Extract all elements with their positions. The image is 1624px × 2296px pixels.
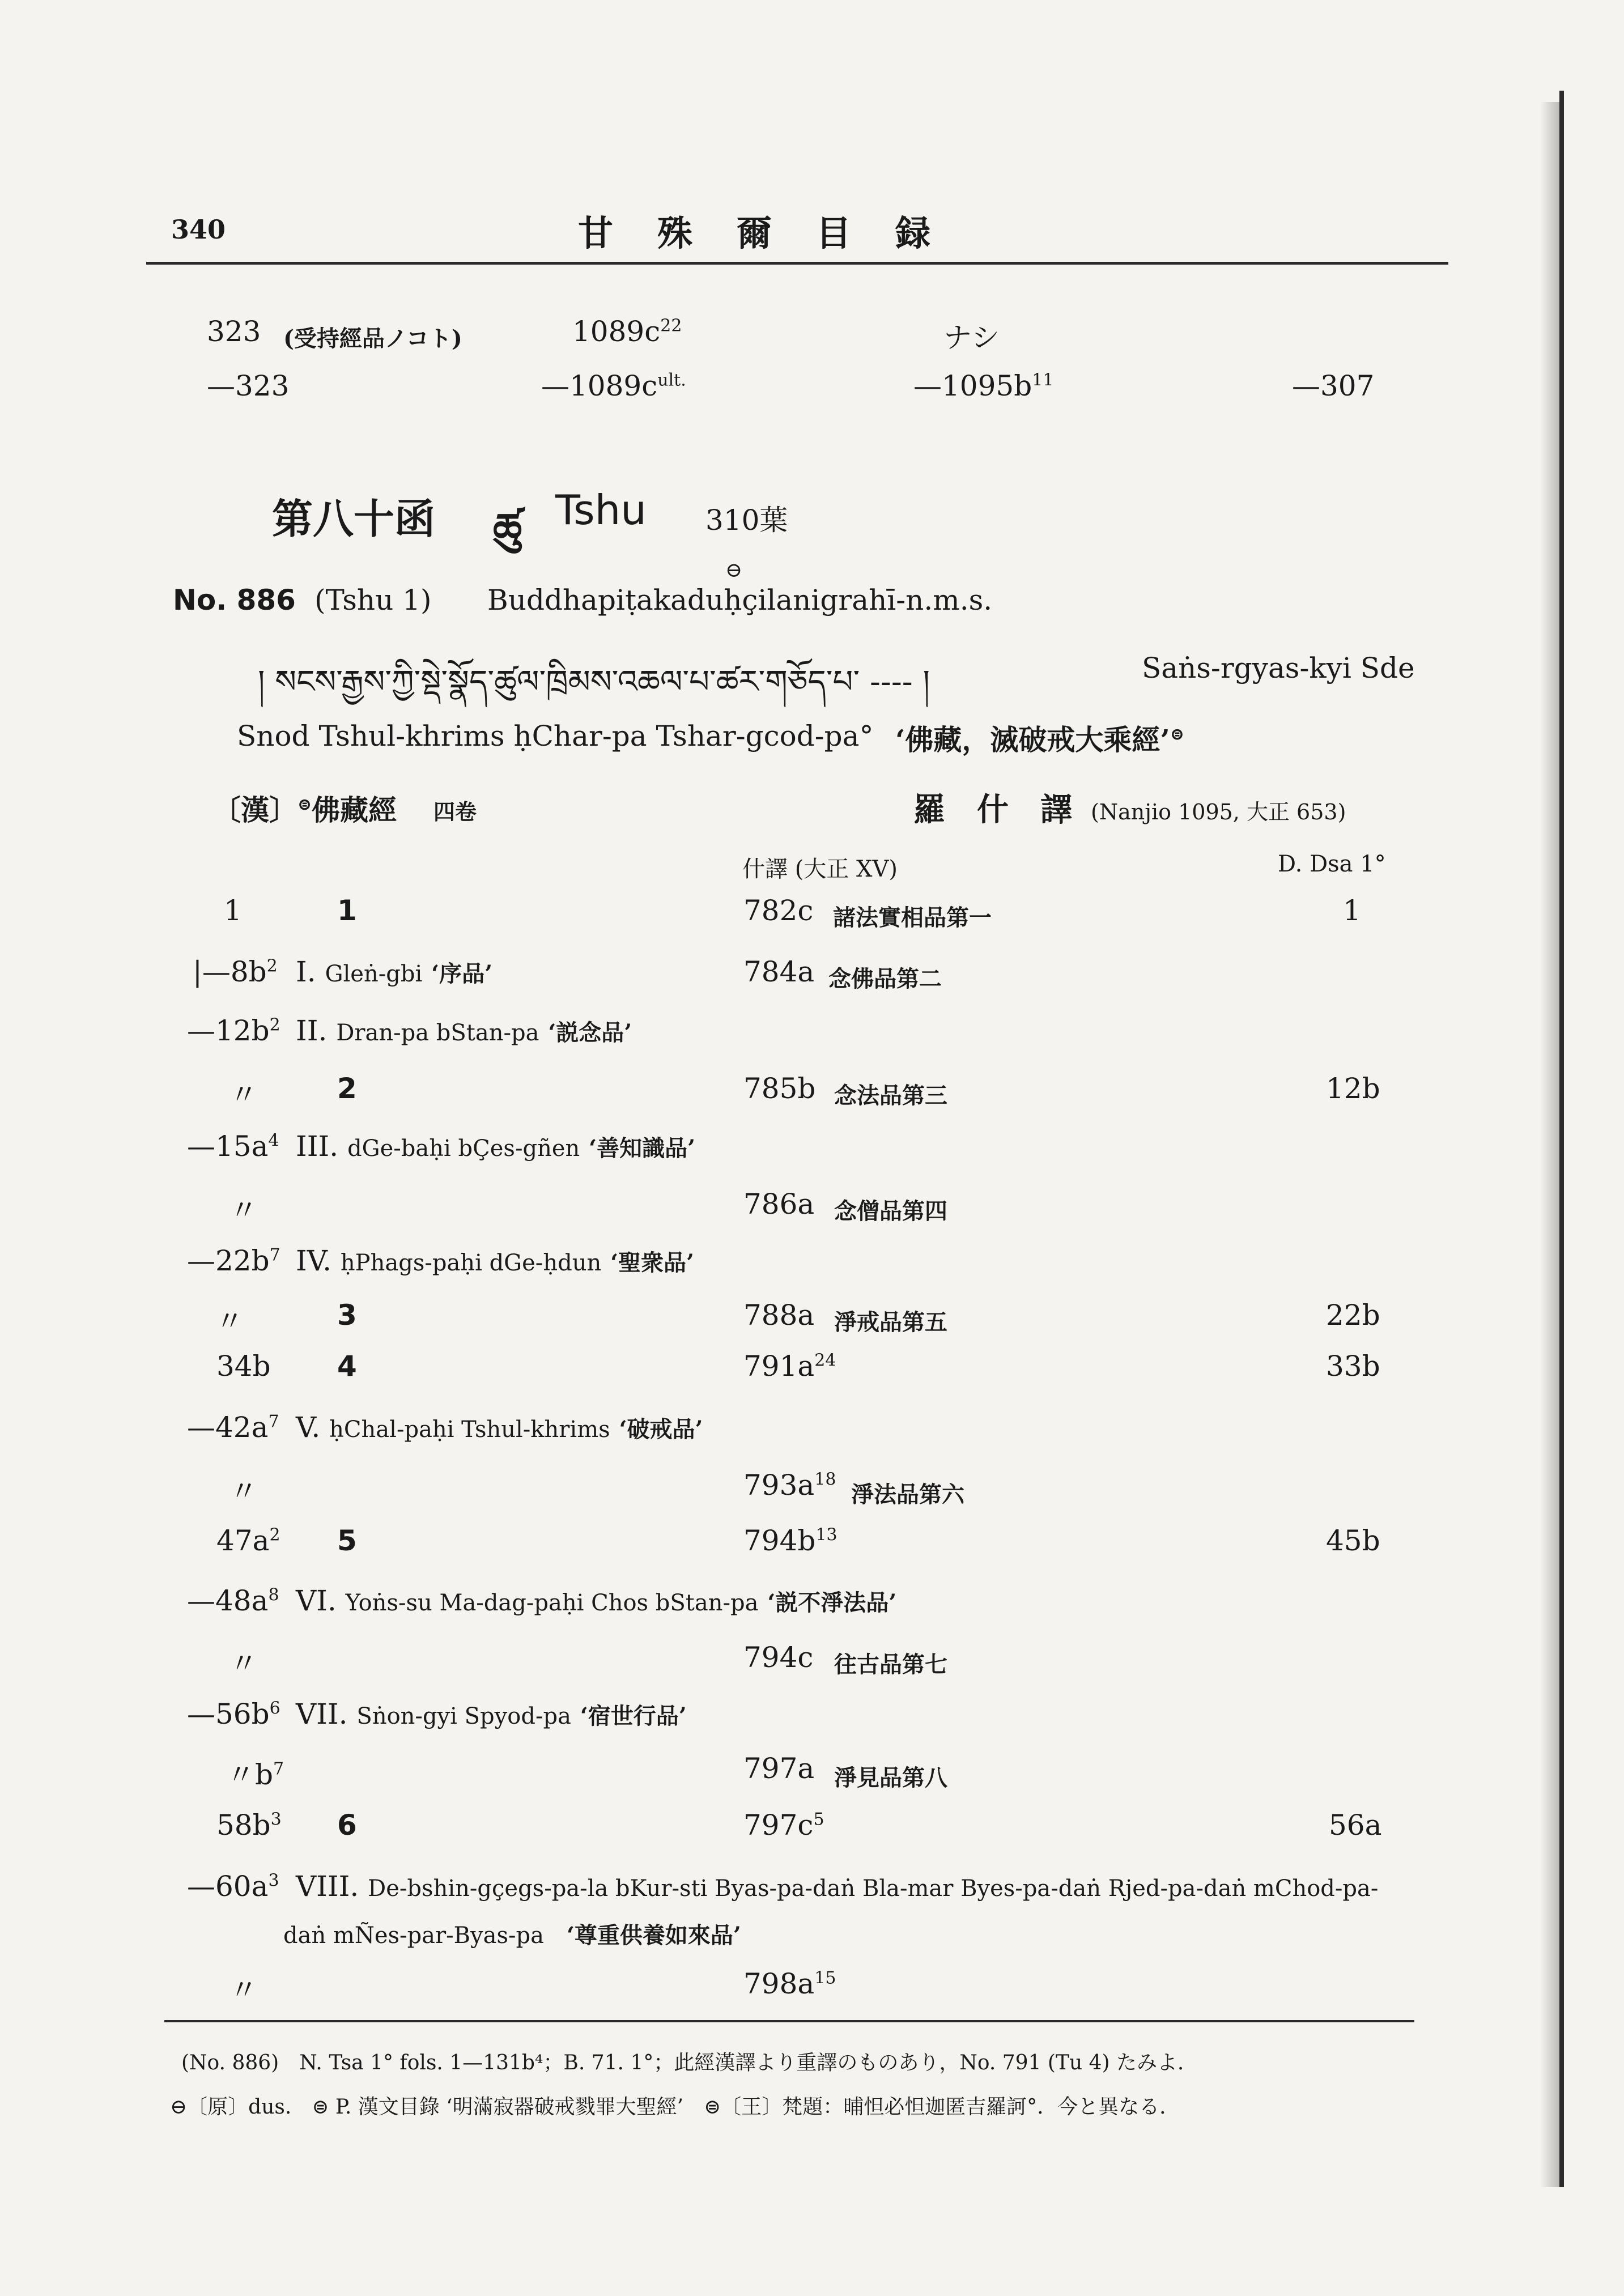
row-14-col-c: 794c — [743, 1641, 814, 1674]
prev-row2-col5: —307 — [1292, 369, 1375, 402]
row-7-col-b: IV. ḥPhags-paḥi dGe-ḥdun ‘聖衆品’ — [296, 1244, 694, 1277]
prev-row2-col4: $—1095b^{11}$ — [913, 369, 1054, 402]
row-2-col-c: 784a — [743, 955, 815, 988]
row-16-col-c: 797a — [743, 1752, 815, 1785]
row-6-col-c-note: 念僧品第四 — [834, 1198, 947, 1224]
entry-number: No. 886 — [173, 584, 296, 616]
scan-shadow — [1540, 102, 1559, 2187]
row-15-col-b: VII. Sṅon-gyi Spyod-pa ‘宿世行品’ — [296, 1698, 687, 1730]
row-17-col-a: $58b^3$ — [216, 1809, 282, 1842]
entry-sanskrit-title: Buddhapiṭakaduḥçilanigrahī-n.m.s. — [487, 584, 993, 616]
row-14-col-c-note: 往古品第七 — [834, 1651, 947, 1678]
header-rule — [146, 262, 1448, 265]
section-latin: Tshu — [555, 486, 647, 534]
row-8-col-a: 〃 — [215, 1305, 244, 1338]
row-12-col-b: 5 — [337, 1524, 357, 1557]
entry-tibetan-translit-1: Saṅs-rgyas-kyi Sde — [1142, 652, 1415, 684]
row-5-col-b: III. dGe-baḥi bÇes-gñen ‘善知識品’ — [296, 1130, 696, 1163]
footnote-line-1: (No. 886) N. Tsa 1° fols. 1—131b⁴；B. 71. 1°；此經漢譯より重譯のものあり，No. 791 (Tu 4) たみよ． — [181, 2051, 1198, 2074]
col-header-taisho: 什譯 (大正 XV) — [742, 856, 898, 882]
row-7-col-a: $—22b^7$ — [187, 1244, 280, 1277]
section-leaves: 310葉 — [705, 504, 788, 537]
row-8-col-d: 22b — [1326, 1299, 1380, 1332]
row-11-col-c-note: 淨法品第六 — [851, 1481, 964, 1508]
row-8-col-c-note: 淨戒品第五 — [834, 1309, 947, 1336]
prev-row1-col1: 323 — [207, 315, 261, 348]
row-15-col-a: $—56b^6$ — [187, 1698, 280, 1730]
entry-code: (Tshu 1) — [314, 584, 432, 616]
row-9-col-c: $791a^{24}$ — [743, 1350, 836, 1383]
translator: 羅 什 譯 — [913, 791, 1072, 828]
footnote-line-2: ⊖〔原〕dus. ⊜ P. 漢文目錄 ‘明滿寂器破戒戮罪大聖經’ ⊜〔王〕梵題：晡怛必怛迦匿吉羅訶°．今と異なる． — [170, 2095, 1180, 2119]
row-12-col-a: $47a^2$ — [216, 1524, 280, 1557]
row-1-col-d: 1 — [1343, 894, 1361, 927]
row-4-col-d: 12b — [1326, 1072, 1380, 1105]
row-4-col-b: 2 — [337, 1072, 357, 1105]
row-12-col-d: 45b — [1326, 1524, 1380, 1557]
chinese-title-line: 〔漢〕⊜佛藏經 — [212, 793, 397, 827]
prev-row1-col3: $1089c^{22}$ — [572, 315, 682, 348]
row-14-col-a: 〃 — [229, 1647, 258, 1680]
row-9-col-b: 4 — [337, 1350, 357, 1383]
row-1-col-a: 1 — [224, 894, 242, 927]
row-18-col-b-cont: daṅ mÑes-par-Byas-pa ‘尊重供養如來品’ — [283, 1922, 741, 1949]
row-8-col-c: 788a — [743, 1299, 815, 1332]
row-17-col-d: 56a — [1329, 1809, 1382, 1842]
row-18-col-b: VIII. De-bshin-gçegs-pa-la bKur-sti Byas-pa-daṅ Bla-mar Byes-pa-daṅ Rjed-pa-daṅ mChod-pa- — [296, 1870, 1379, 1903]
page-title: 甘 殊 爾 目 録 — [578, 212, 936, 254]
row-2-col-b: I. Gleṅ-gbi ‘序品’ — [296, 955, 493, 988]
nanjio-reference: (Nanjio 1095, 大正 653) — [1091, 800, 1346, 824]
row-10-col-b: V. ḥChal-paḥi Tshul-khrims ‘破戒品’ — [296, 1411, 703, 1444]
row-11-col-c: $793a^{18}$ — [743, 1469, 836, 1502]
row-9-col-a: 34b — [216, 1350, 271, 1383]
row-17-col-c: $797c^5$ — [743, 1809, 824, 1842]
section-tibetan-letter: ཚུ — [493, 504, 522, 552]
col-header-derge: D. Dsa 1° — [1278, 851, 1386, 877]
row-19-col-a: 〃 — [229, 1974, 258, 2006]
row-6-col-a: 〃 — [229, 1194, 258, 1227]
row-17-col-b: 6 — [337, 1809, 357, 1842]
row-13-col-b: VI. Yoṅs-su Ma-dag-paḥi Chos bStan-pa ‘説不淨法品’ — [296, 1584, 897, 1617]
row-5-col-a: $—15a^4$ — [187, 1130, 279, 1163]
row-10-col-a: $—42a^7$ — [187, 1411, 279, 1444]
row-8-col-b: 3 — [337, 1299, 357, 1332]
row-4-col-c: 785b — [743, 1072, 816, 1105]
page-number: 340 — [171, 214, 226, 245]
row-1-col-c: 782c — [743, 894, 814, 927]
prev-row1-col2: (受持經品ノコト) — [283, 325, 462, 352]
footer-rule — [164, 2020, 1414, 2022]
chinese-volumes: 四卷 — [433, 799, 477, 824]
row-2-col-c-note: 念佛品第二 — [828, 966, 942, 992]
row-9-col-d: 33b — [1326, 1350, 1380, 1383]
row-16-col-a: 〃$b^7$ — [227, 1758, 284, 1791]
prev-row1-col4: ナシ — [943, 321, 1000, 354]
prev-row2-col1: —323 — [207, 369, 290, 402]
row-1-col-c-note: 諸法實相品第一 — [833, 904, 992, 931]
row-1-col-b: 1 — [337, 894, 357, 927]
row-13-col-a: $—48a^8$ — [187, 1584, 279, 1617]
row-3-col-b: II. Dran-pa bStan-pa ‘説念品’ — [296, 1014, 632, 1047]
row-4-col-a: 〃 — [229, 1078, 258, 1111]
section-title: 第八十函 — [272, 495, 436, 543]
row-18-col-a: $—60a^3$ — [187, 1870, 279, 1903]
prev-row2-col3: $—1089c^{ult.}$ — [541, 369, 686, 402]
row-4-col-c-note: 念法品第三 — [834, 1082, 947, 1109]
row-16-col-c-note: 淨見品第八 — [834, 1764, 947, 1791]
row-19-col-c: $798a^{15}$ — [743, 1967, 836, 2000]
entry-japanese-title: ‘佛藏，滅破戒大乘經’⊜ — [895, 723, 1184, 756]
entry-tibetan-script: ། སངས་རྒྱས་ཀྱི་སྡེ་སྣོད་ཚུལ་ཁྲིམས་འཆལ་པ་ཚར་གཅོད་པ་ ---- ། — [258, 664, 930, 700]
scan-edge — [1559, 91, 1564, 2187]
entry-circle-mark: ⊖ — [725, 559, 743, 582]
row-11-col-a: 〃 — [229, 1475, 258, 1508]
row-6-col-c: 786a — [743, 1188, 815, 1221]
entry-tibetan-translit-2: Snod Tshul-khrims ḥChar-pa Tshar-gcod-pa° — [237, 720, 874, 752]
row-12-col-c: $794b^{13}$ — [743, 1524, 837, 1557]
row-2-col-a: $|—8b^2$ — [193, 955, 278, 988]
row-3-col-a: $—12b^2$ — [187, 1014, 280, 1047]
